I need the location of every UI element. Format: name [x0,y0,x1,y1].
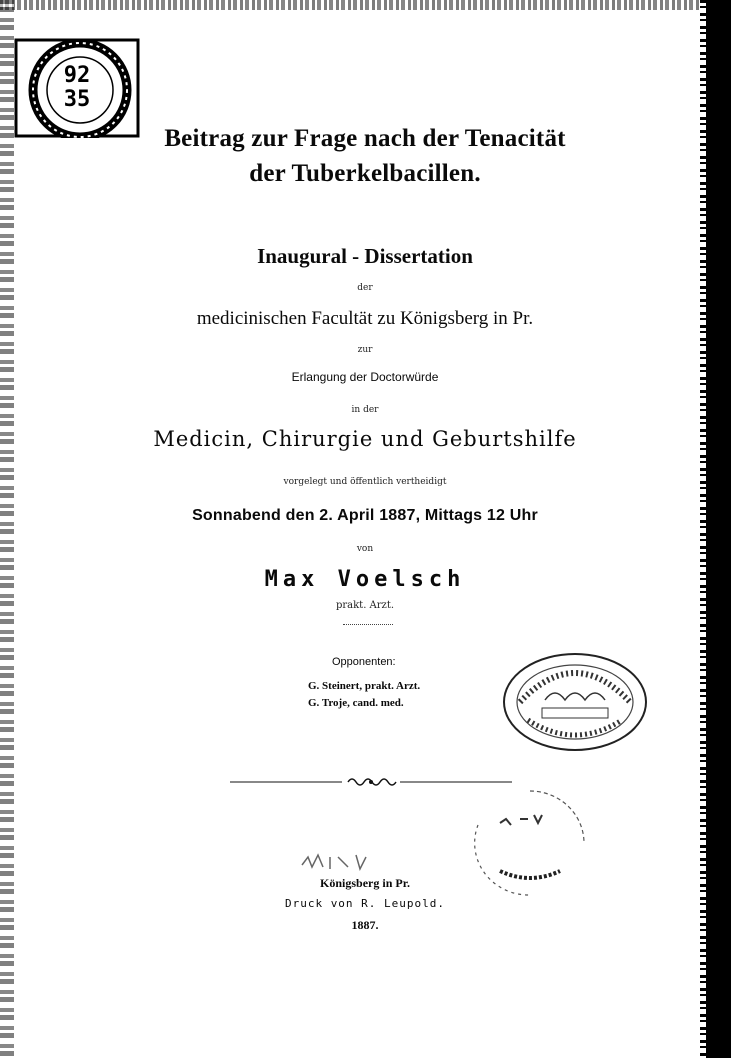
author-name: Max Voelsch [264,567,466,592]
library-stamp [14,38,140,138]
faint-mark-graphic [298,851,390,873]
dissertation-heading: Inaugural - Dissertation [257,244,473,268]
oval-library-stamp [500,650,650,754]
place-of-printing: Königsberg in Pr. [320,876,410,890]
publication-year: 1887. [351,918,379,932]
author-title: prakt. Arzt. [335,600,395,611]
oval-stamp-graphic [500,650,650,754]
vorgelegt-line: vorgelegt und öffentlich vertheidigt [283,477,447,487]
erlangung-line: Erlangung der Doctorwürde [291,370,439,384]
stamp-number-top: 92 [63,63,91,88]
scan-edge-left [0,0,14,1058]
stamp-number-bottom: 35 [63,87,91,112]
title-line-2: der Tuberkelbacillen. [249,160,481,187]
scan-edge-top [0,0,731,10]
dotted-separator [343,624,393,625]
faint-stamp-mark [298,851,390,873]
scan-edge-right [706,0,731,1058]
opponents-label: Opponenten: [332,656,396,668]
subject-line: Medicin, Chirurgie und Geburtshilfe [153,427,577,451]
title-line-1: Beitrag zur Frage nach der Tenacität [164,125,566,152]
opponent-2: G. Troje, cand. med. [308,697,404,709]
text-der: der [357,283,373,293]
defense-date: Sonnabend den 2. April 1887, Mittags 12 Uhr [192,507,538,524]
text-zur: zur [357,345,373,355]
opponent-1: G. Steinert, prakt. Arzt. [308,680,421,692]
text-von: von [356,544,374,554]
text-in-der: in der [351,405,379,415]
faculty-line: medicinischen Facultät zu Königsberg in Pr. [196,308,534,329]
printer-line: Druck von R. Leupold. [284,897,446,910]
